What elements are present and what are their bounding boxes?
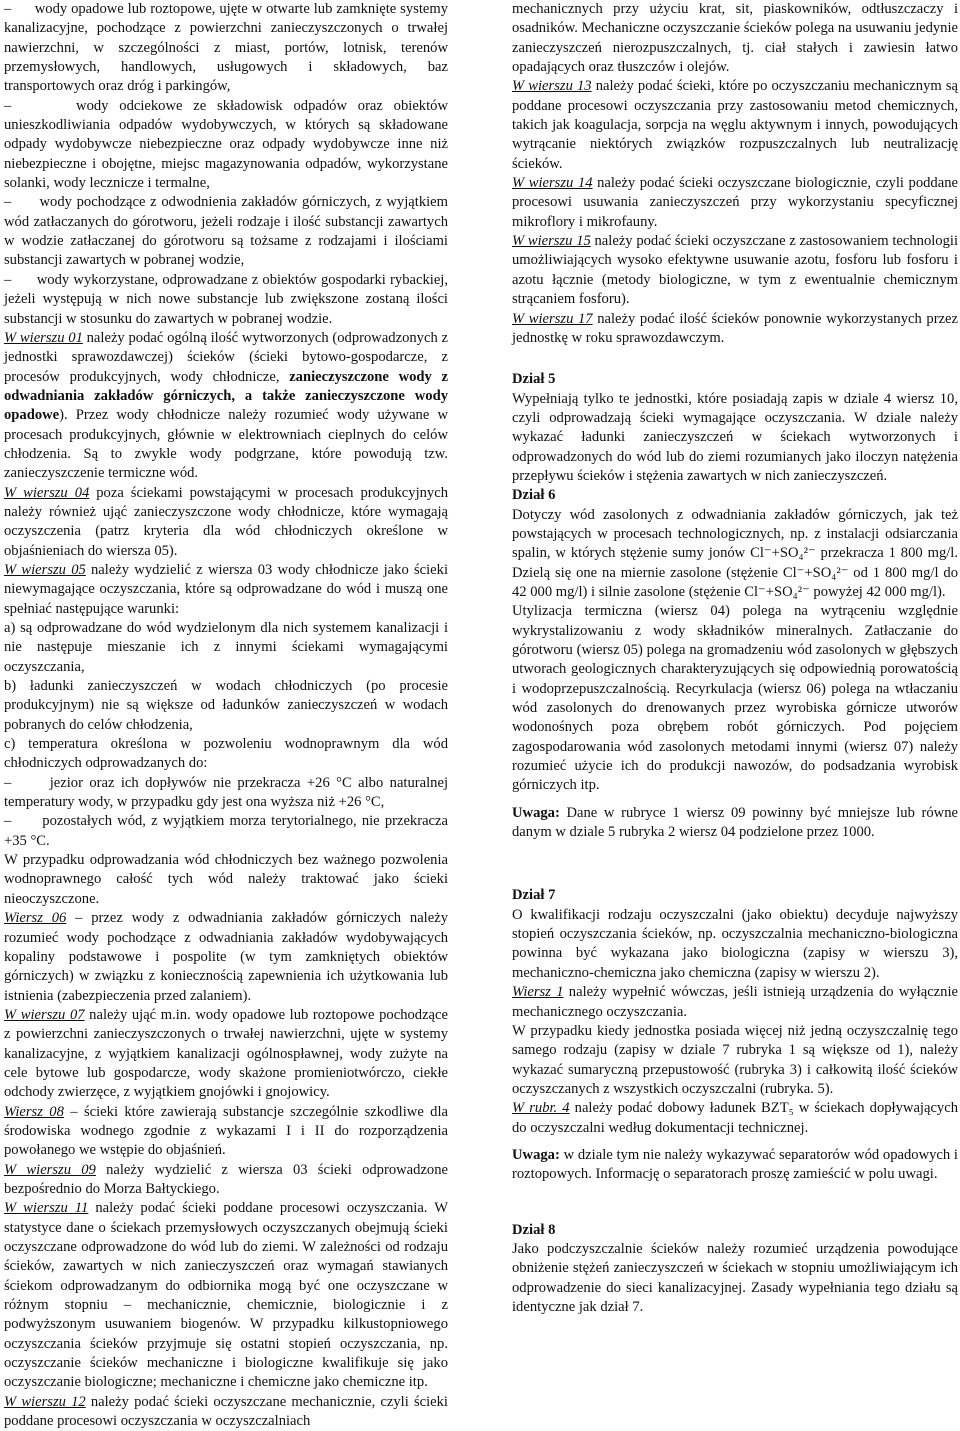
section-heading: Dział 8 bbox=[512, 1221, 556, 1238]
paragraph: Wypełniają tylko te jednostki, które posiadają zapis w dziale 4 wiersz 10, czyli odprowadzają ścieki wymagające oczyszczania. W dziale należy wykazać ładunki zanieczyszczeń w ściekach wytworzonych i odprowadzonych do wód lub do ziemi rozumianych jako iloczyn natężenia przepływu ścieków i stężenia zawartych w nich zanieczyszczeń. bbox=[512, 390, 958, 484]
paragraph bbox=[512, 232, 958, 309]
paragraph bbox=[512, 77, 958, 174]
paragraph bbox=[4, 1103, 448, 1161]
lead-label: W wierszu 15 bbox=[512, 233, 591, 250]
paragraph-text: należy podać ścieki oczyszczane mechanicznie, czyli ścieki poddane procesowi oczyszczania w oczyszczalniach bbox=[4, 1393, 448, 1430]
lead-label: W wierszu 07 bbox=[4, 1006, 85, 1023]
paragraph-text: ). Przez wody chłodnicze należy rozumieć wody używane w procesach produkcyjnych, głównie w elektrowniach cieplnych do celów chłodzenia. Są to zwykle wody podgrzane, które powodują tzw. zanieczyszczenie termiczne wód. bbox=[4, 407, 448, 482]
lead-label: W wierszu 12 bbox=[4, 1393, 86, 1410]
spacer bbox=[512, 348, 958, 370]
lead-label: W wierszu 05 bbox=[4, 561, 86, 578]
paragraph bbox=[4, 1161, 448, 1200]
paragraph: W przypadku odprowadzania wód chłodniczych bez ważnego pozwolenia wodnoprawnego całość tych wód należy traktować jako ścieki nieoczyszczone. bbox=[4, 852, 448, 907]
paragraph bbox=[512, 1146, 958, 1185]
dash-list-item bbox=[4, 774, 448, 813]
paragraph bbox=[4, 561, 448, 619]
paragraph: O kwalifikacji rodzaju oczyszczalni (jako obiektu) decyduje najwyższy stopień oczyszczania ścieków, np. oczyszczalnia mechaniczno-biologiczna powinna być wykazana jako biologiczna (zapisy w wierszu 3), mechaniczno-chemiczna jako chemiczna (zapisy w wierszu 2). bbox=[512, 906, 958, 981]
dash-marker: – bbox=[4, 813, 43, 830]
paragraph bbox=[512, 983, 958, 1022]
paragraph-text: – przez wody z odwadniania zakładów górniczych należy rozumieć wody pochodzące z odwadniania zakładów wydobywających kopaliny podstawowe i pospolite (w tym zamkniętych obiektów górniczych) w związku z koniecznością zapewnienia ich użytkowania lub istnienia (zabezpieczenia przed zalaniem). bbox=[4, 910, 448, 1004]
dash-list-item bbox=[4, 97, 448, 194]
paragraph: Jako podczyszczalnie ścieków należy rozumieć urządzenia powodujące obniżenie stężeń zanieczyszczeń w ściekach w stopniu umożliwiającym ich odprowadzenie do sieci kanalizacyjnej. Zasady wypełniania tego działu są identyczne jak dział 7. bbox=[512, 1240, 958, 1315]
paragraph bbox=[4, 484, 448, 561]
spacer bbox=[512, 1185, 958, 1207]
paragraph: Utylizacja termiczna (wiersz 04) polega na wytrąceniu względnie wykrystalizowaniu z wody składników mineralnych. Zatłaczanie do górotworu (wiersz 05) polega na gromadzeniu wód zasolonych w głębszych utworach geologicznych charakteryzujących się odpowiednią porowatością i wodoprzepuszczalnością. Recyrkulacja (wiersz 06) polega na wtłaczaniu wód zasolonych do drenowanych przez wyrobiska górnicze utworów wodonośnych poza obrębem robót górniczych. Pod pojęciem zagospodarowania wód zasolonych metodami innymi (wiersz 07) należy rozumieć użycie ich do produkcji nawozów, do podsadzania wyrobisk górniczych itp. bbox=[512, 603, 958, 794]
left-column bbox=[4, 0, 448, 1431]
dash-marker: – bbox=[4, 194, 40, 211]
paragraph-text: w dziale tym nie należy wykazywać separatorów wód opadowych i roztopowych. Informację o separatorach proszę zamieścić w polu uwagi. bbox=[512, 1146, 958, 1183]
lead-label: W wierszu 14 bbox=[512, 175, 593, 192]
paragraph-text: należy podać ścieki, które po oczyszczaniu mechanicznym są poddane procesowi oczyszczania przy zastosowaniu metod chemicznych, takich jak koagulacja, sorpcja na węglu aktywnym i innych, powodujących wytrącanie niektórych związków rozpuszczalnych lub neutralizację ścieków. bbox=[512, 78, 958, 172]
spacer bbox=[512, 842, 958, 864]
paragraph bbox=[512, 1099, 958, 1138]
paragraph: Dotyczy wód zasolonych z odwadniania zakładów górniczych, jak też powstających w procesach technologicznych, np. z instalacji odsiarczania spalin, w których stężenie sumy jonów Cl⁻+SO₄²⁻ przekracza 1 800 mg/l. Dzielą się one na miernie zasolone (stężenie Cl⁻+SO₄²⁻ od 1 800 mg/l do 42 000 mg/l) i silnie zasolone (stężenie Cl⁻+SO₄²⁻ powyżej 42 000 mg/l). bbox=[512, 506, 958, 600]
paragraph-text: należy podać ścieki oczyszczane z zastosowaniem technologii umożliwiających wysoko efektywne usuwanie azotu, fosforu lub fosforu i azotu łącznie (metody biologiczne, w tym z ewentualnie chemicznym strącaniem fosforu). bbox=[512, 233, 958, 308]
paragraph-text: Dane w rubryce 1 wiersz 09 powinny być mniejsze lub równe danym w dziale 5 rubryka 2 wiersz 04 podzielone przez 1000. bbox=[512, 804, 958, 841]
lead-label: W wierszu 04 bbox=[4, 484, 90, 501]
paragraph-text: – ścieki które zawierają substancje szczególnie szkodliwe dla środowiska wodnego zgodnie z wykazami I i II do rozporządzenia powołanego we wstępie do objaśnień. bbox=[4, 1103, 449, 1159]
dash-marker: – bbox=[4, 774, 50, 791]
paragraph-text: poza ściekami powstającymi w procesach produkcyjnych należy również ująć zanieczyszczone wody chłodnicze, które wymagają oczyszczenia (patrz kryteria dla wód chłodniczych określone w objaśnieniach do wiersza 05). bbox=[4, 484, 448, 559]
paragraph-text: należy podać dobowy ładunek BZT₅ w ściekach dopływających do oczyszczalni według dokumentacji technicznej. bbox=[512, 1100, 959, 1136]
paragraph bbox=[512, 310, 958, 349]
lead-label: Uwaga: bbox=[512, 804, 560, 821]
paragraph-text: należy podać ścieki poddane procesowi oczyszczania. W statystyce dane o ściekach przemysłowych oczyszczanych obejmują ścieki oczyszczane odprowadzone do wód lub do ziemi. W zależności od rodzaju ścieków, zawartych w nich zanieczyszczeń oraz wymagań stawianych ściekom odprowadzanym do odbiornika mogą być one oczyszczane w różnym stopniu – mechanicznie, chemicznie, biologicznie i z podwyższonym usuwaniem biogenów. W przypadku kilkustopniowego oczyszczania ścieków przyjmuje się ostatni stopień oczyszczania, np. oczyszczanie ścieków mechaniczne i biologiczne kwalifikuje się jako oczyszczanie biologiczne; mechaniczne i chemiczne jako chemiczne itp. bbox=[4, 1200, 448, 1391]
paragraph bbox=[4, 1006, 448, 1103]
paragraph: W przypadku kiedy jednostka posiada więcej niż jedną oczyszczalnię tego samego rodzaju (zapisy w dziale 7 rubryka 1 są większe od 1), należy wykazać sumaryczną przepustowość (rubryka 3) i całkowitą ilość ścieków oczyszczanych z wszystkich oczyszczalni (rubryka. 5). bbox=[512, 1022, 958, 1097]
lead-label: Wiersz 06 bbox=[4, 910, 67, 927]
paragraph: a) są odprowadzane do wód wydzielonym dla nich systemem kanalizacji i nie następuje mieszanie ich z innymi ściekami wymagającymi oczyszczania, bbox=[4, 620, 448, 675]
spacer bbox=[512, 1207, 958, 1221]
lead-label: W wierszu 11 bbox=[4, 1200, 89, 1217]
spacer bbox=[512, 796, 958, 804]
section-heading: Dział 6 bbox=[512, 487, 556, 504]
dash-list-item bbox=[4, 812, 448, 851]
dash-list-item bbox=[4, 0, 448, 97]
dash-marker: – bbox=[4, 1, 35, 17]
paragraph-text: należy wydzielić z wiersza 03 ścieki odprowadzone bezpośrednio do Morza Bałtyckiego. bbox=[4, 1161, 448, 1197]
item-text: jezior oraz ich dopływów nie przekracza +26 °C albo naturalnej temperatury wody, w przypadku gdy jest ona wyższa niż +26 °C, bbox=[4, 774, 448, 811]
item-text: pozostałych wód, z wyjątkiem morza terytorialnego, nie przekracza +35 °C. bbox=[4, 813, 448, 849]
lead-label: Uwaga: bbox=[512, 1146, 560, 1163]
paragraph-text: należy podać ogólną ilość wytworzonych (odprowadzonych z jednostki sprawozdawczej) ścieków (ścieki bytowo-gospodarcze, z procesów produkcyjnych, wody chłodnicze, bbox=[4, 329, 448, 385]
paragraph bbox=[512, 804, 958, 843]
paragraph bbox=[4, 909, 448, 1006]
paragraph-text: należy wydzielić z wiersza 03 wody chłodnicze jako ścieki niewymagające oczyszczania, które są odprowadzane do wód i muszą one spełniać następujące warunki: bbox=[4, 561, 448, 617]
paragraph-text: należy podać ilość ścieków ponownie wykorzystanych przez jednostkę w roku sprawozdawczym. bbox=[512, 310, 958, 346]
paragraph bbox=[4, 1199, 448, 1392]
dash-marker: – bbox=[4, 271, 37, 288]
paragraph: mechanicznych przy użyciu krat, sit, piaskowników, odtłuszczaczy i osadników. Mechaniczne oczyszczanie ścieków polega na usuwaniu jedynie zanieczyszczeń nierozpuszczalnych, tj. ciał stałych i zawiesin łatwo opadających oraz tłuszczów i olejów. bbox=[512, 1, 958, 76]
spacer bbox=[512, 864, 958, 886]
paragraph: b) ładunki zanieczyszczeń w wodach chłodniczych (po procesie produkcyjnym) nie są większe od ładunków zanieczyszczeń w wodach pobranych do celów chłodzenia, bbox=[4, 678, 448, 733]
item-text: wody pochodzące z odwodnienia zakładów górniczych, z wyjątkiem wód zatłaczanych do górotworu, jeżeli rodzaje i ilość substancji zawartych w wodzie zatłaczanej do górotworu są tożsame z rodzajami i ilościami substancji zawartych w pobranej wodzie, bbox=[4, 194, 448, 269]
paragraph bbox=[4, 329, 448, 484]
item-text: wody opadowe lub roztopowe, ujęte w otwarte lub zamknięte systemy kanalizacyjne, pochodzące z powierzchni zanieczyszczonych o trwałej nawierzchni, w szczególności z miast, portów, lotnisk, terenów przemysłowych, handlowych, usługowych i składowych, baz transportowych oraz dróg i parkingów, bbox=[4, 1, 448, 95]
paragraph: c) temperatura określona w pozwoleniu wodnoprawnym dla wód chłodniczych odprowadzanych do: bbox=[4, 736, 448, 772]
lead-label: Wiersz 08 bbox=[4, 1103, 64, 1120]
dash-list-item bbox=[4, 193, 448, 270]
lead-label: Wiersz 1 bbox=[512, 984, 564, 1001]
paragraph bbox=[512, 174, 958, 232]
lead-label: W wierszu 01 bbox=[4, 329, 83, 346]
dash-list-item bbox=[4, 271, 448, 329]
paragraph-text: należy ująć m.in. wody opadowe lub roztopowe pochodzące z powierzchni zanieczyszczonych o trwałej nawierzchni, ujęte w systemy kanalizacyjne, z wyjątkiem kanalizacji ogólnospławnej, wody zużyte na cele bytowe lub gospodarcze, wody skażone promieniotwórczo, ciekłe odchody zwierzęce, z wyjątkiem gnojówki i gnojowicy. bbox=[4, 1006, 448, 1101]
spacer bbox=[512, 1138, 958, 1146]
paragraph-text: należy podać ścieki oczyszczane biologicznie, czyli poddane procesowi usuwania zanieczyszczeń przy wykorzystaniu specyficznej mikroflory i mikrofauny. bbox=[512, 175, 958, 230]
lead-label: W wierszu 09 bbox=[4, 1161, 96, 1178]
bold-text: zanieczyszczone wody z odwadniania zakładów górniczych, a także zanieczyszczone wody opadowe bbox=[4, 368, 449, 424]
lead-label: W rubr. 4 bbox=[512, 1100, 570, 1117]
lead-label: W wierszu 13 bbox=[512, 78, 592, 95]
right-column bbox=[512, 0, 958, 1317]
item-text: wody odciekowe ze składowisk odpadów oraz obiektów unieszkodliwiania odpadów wydobywczych, w których są składowane odpady wydobywcze niebezpieczne oraz odpady wydobywcze inne niż niebezpieczne i obojętne, miejsc magazynowania odpadów, wykorzystane solanki, wody lecznicze i termalne, bbox=[4, 97, 448, 192]
section-heading: Dział 7 bbox=[512, 887, 556, 904]
item-text: wody wykorzystane, odprowadzane z obiektów gospodarki rybackiej, jeżeli występują w nich nowe substancje lub zwiększone zostaną ilości substancji w stosunku do zawartych w pobranej wodzie. bbox=[4, 271, 448, 327]
lead-label: W wierszu 17 bbox=[512, 310, 593, 327]
paragraph bbox=[4, 1393, 448, 1431]
section-heading: Dział 5 bbox=[512, 371, 556, 388]
dash-marker: – bbox=[4, 97, 77, 114]
paragraph-text: należy wypełnić wówczas, jeśli istnieją urządzenia do wyłącznie mechanicznego oczyszczania. bbox=[512, 984, 958, 1020]
